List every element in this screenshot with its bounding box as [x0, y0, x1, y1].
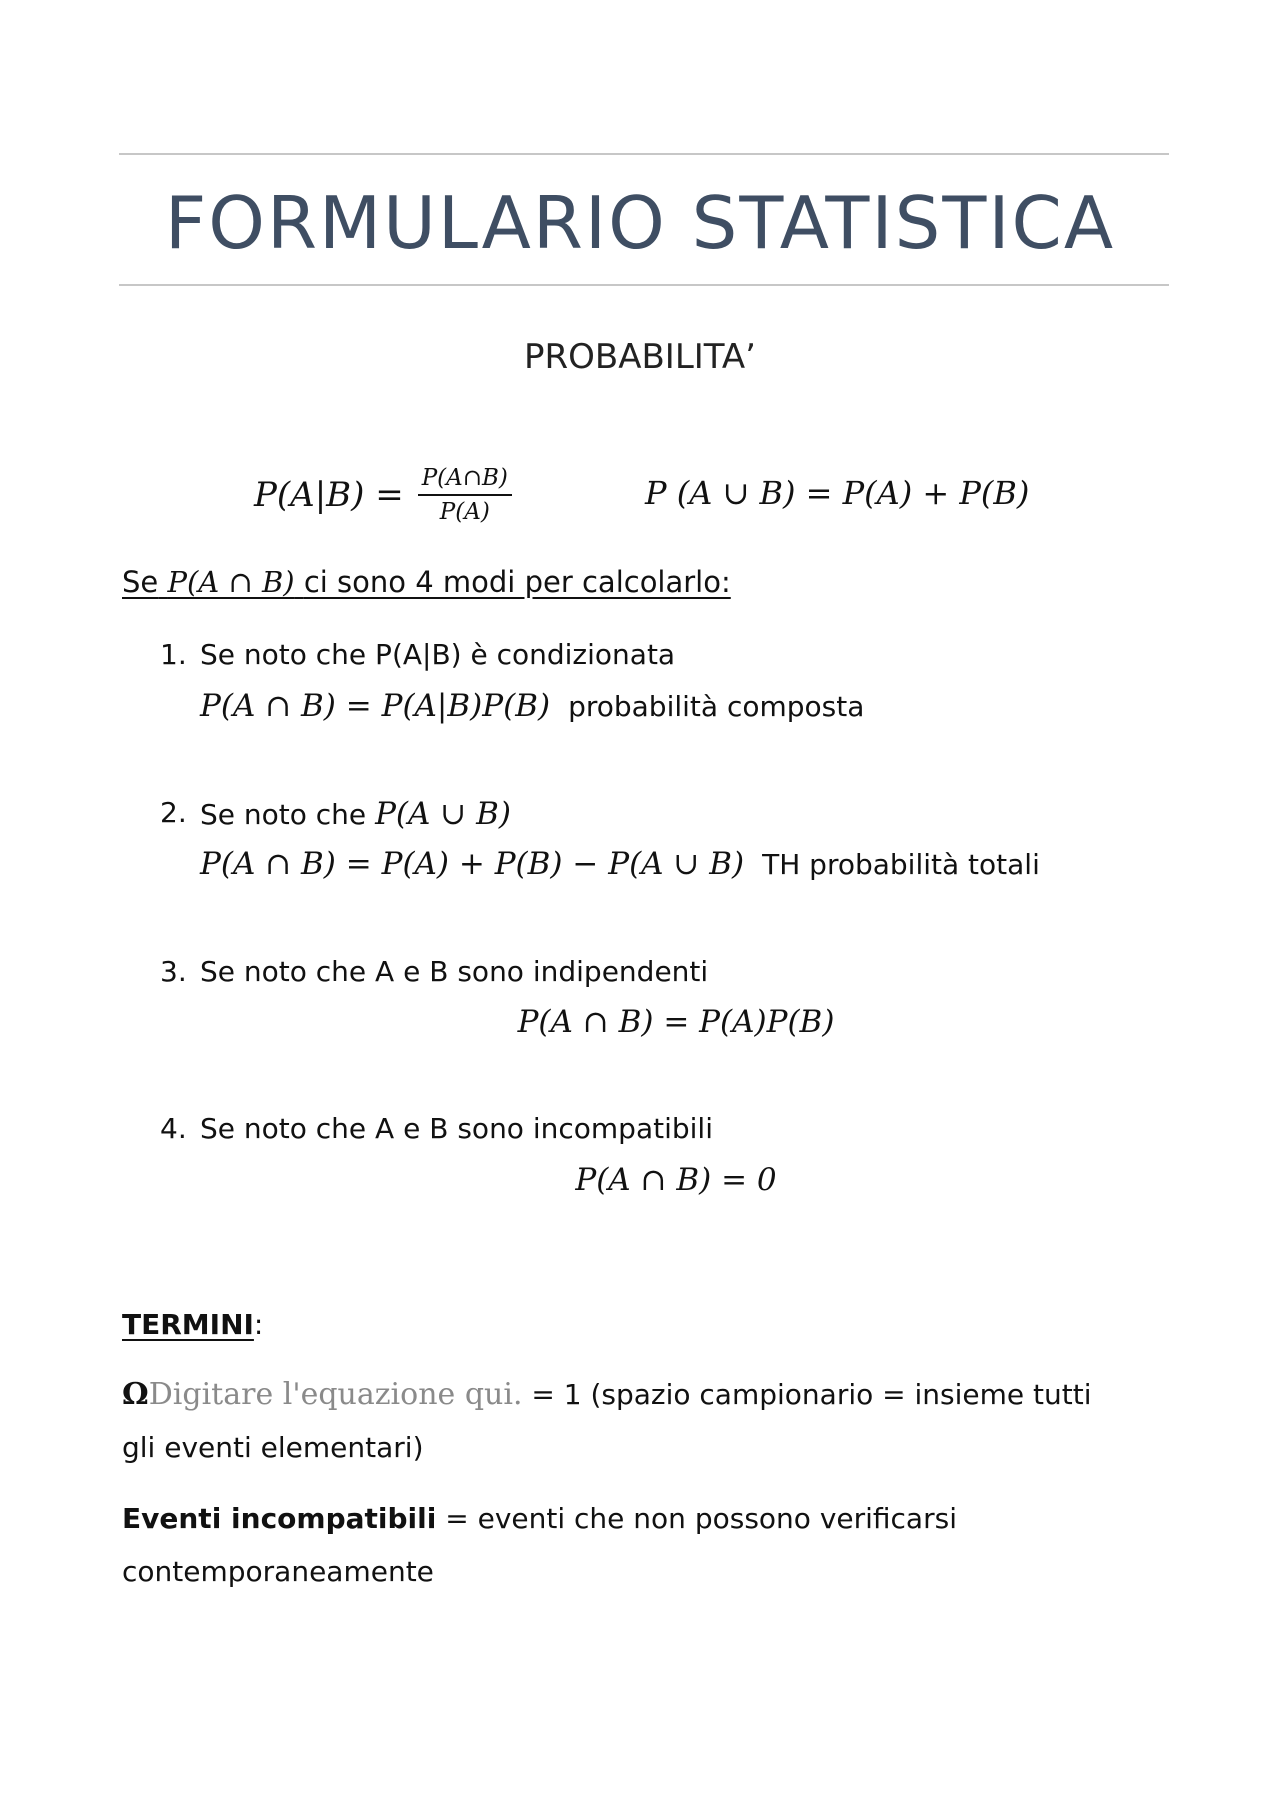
method-4-formula-line [36, 1162, 1280, 1198]
method-1-condition: Se noto che P(A|B) è condizionata [200, 638, 676, 671]
title-rule-bottom [119, 284, 1169, 286]
termini-label: TERMINI [122, 1308, 254, 1341]
method-1-number: 1. [160, 638, 187, 671]
union-formula: P (A ∪ B) = P(A) + P(B) [645, 474, 1030, 512]
method-2-formula: P(A ∩ B) = P(A) + P(B) − P(A ∪ B) [200, 846, 745, 882]
incompatibili-definition [122, 1492, 1122, 1598]
omega-definition [122, 1368, 1122, 1474]
method-1-formula-line [200, 688, 864, 724]
incompatibili-text: = eventi che non possono verificarsi contemporaneamente [122, 1502, 957, 1588]
method-3-number: 3. [160, 955, 187, 988]
method-4-formula: P(A ∩ B) = 0 [575, 1162, 777, 1198]
method-3-condition: Se noto che A e B sono indipendenti [200, 955, 709, 988]
method-1-note: probabilità composta [568, 690, 865, 723]
method-1-formula: P(A ∩ B) = P(A|B)P(B) [200, 688, 551, 724]
method-4-number: 4. [160, 1112, 187, 1145]
heading-suffix: ci sono 4 modi per calcolarlo: [303, 565, 731, 599]
fraction-denominator: P(A) [439, 499, 490, 525]
termini-heading [122, 1308, 263, 1341]
conditional-fraction [418, 465, 512, 525]
method-2-condition-expr: P(A ∪ B) [375, 796, 511, 832]
intersection-heading [122, 565, 731, 599]
method-4-condition: Se noto che A e B sono incompatibili [200, 1112, 713, 1145]
method-2-condition [200, 796, 511, 832]
conditional-probability-formula [254, 455, 512, 535]
termini-colon: : [253, 1308, 264, 1341]
equation-placeholder[interactable]: Digitare l'equazione qui. [148, 1377, 523, 1412]
heading-expr: P(A ∩ B) [167, 565, 295, 599]
omega-text: = 1 (spazio campionario = insieme tutti gli eventi elementari) [122, 1378, 1092, 1464]
omega-symbol: Ω [122, 1377, 149, 1412]
incompatibili-term: Eventi incompatibili [122, 1502, 437, 1535]
method-2-condition-text: Se noto che [200, 798, 367, 831]
page-title: FORMULARIO STATISTICA [164, 181, 1116, 265]
method-3-formula-line [36, 1004, 1280, 1040]
title-rule-top [119, 153, 1169, 155]
conditional-lhs: P(A|B) = [254, 475, 404, 515]
heading-prefix: Se [122, 565, 159, 599]
method-2-formula-line [200, 846, 1040, 882]
method-2-note: TH probabilità totali [762, 848, 1040, 881]
fraction-numerator: P(A∩B) [418, 465, 512, 496]
method-2-number: 2. [160, 796, 187, 829]
section-title: PROBABILITA’ [524, 337, 756, 377]
method-3-formula: P(A ∩ B) = P(A)P(B) [517, 1004, 835, 1040]
